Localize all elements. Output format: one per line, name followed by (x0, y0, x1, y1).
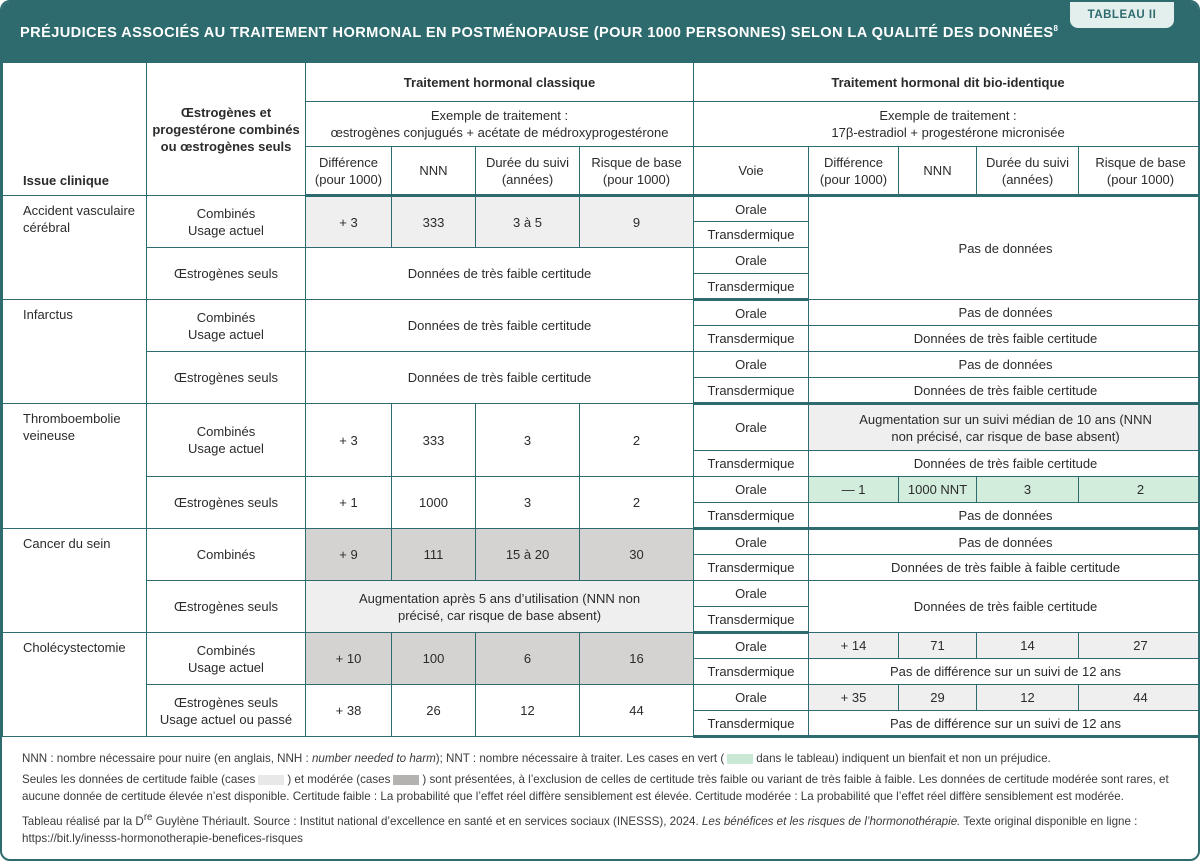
route-orale: Orale (694, 477, 809, 503)
subheader-risque: Risque de base (pour 1000) (1079, 147, 1200, 196)
table-row (3, 685, 1200, 711)
footnote-source: Tableau réalisé par la Dre Guylène Thériault. Source : Institut national d’excellence en santé et en services sociaux (INESSS), 2024. Les bénéfices et les risques de l’hormonothérapie. Texte original disponible en ligne : https://bit.ly/inesss-hormonotherapie-benefices-risques (22, 812, 1138, 845)
cell-value: 44 (580, 685, 694, 737)
cell-value: 14 (977, 633, 1079, 659)
cell-value: 12 (476, 685, 580, 737)
cell-no-data: Pas de données (809, 300, 1200, 326)
table-row (3, 529, 1200, 555)
route-trans: Transdermique (694, 503, 809, 529)
route-trans: Transdermique (694, 451, 809, 477)
cell-benefit: 3 (977, 477, 1079, 503)
table-row (3, 404, 1200, 451)
cell-benefit: — 1 (809, 477, 899, 503)
cell-value: + 35 (809, 685, 899, 711)
header-issue: Issue clinique (3, 63, 147, 196)
footnote-certainty: Seules les données de certitude faible (cases ) et modérée (cases ) sont présentées, à l’exclusion de celles de certitude très faible ou variant de très faible à faible. Les données de certitude modérée sont rares, et aucune donnée de certitude élevée n’est disponible. Certitude faible : La probabilité que l’effet réel diffère sensiblement est élevée. Certitude modérée : La probabilité que l’effet réel diffère sensiblement est modérée. (22, 773, 1169, 803)
cell-value: + 3 (306, 404, 392, 477)
route-orale: Orale (694, 404, 809, 451)
issue-avc: Accident vasculaire cérébral (3, 196, 147, 300)
route-orale: Orale (694, 581, 809, 607)
cell-value: 29 (899, 685, 977, 711)
cell-value: 2 (580, 404, 694, 477)
light-gray-swatch-icon (258, 775, 284, 785)
example-bio: Exemple de traitement : 17β-estradiol + progestérone micronisée (694, 102, 1200, 147)
route-orale: Orale (694, 196, 809, 222)
route-trans: Transdermique (694, 555, 809, 581)
cell-very-low: Données de très faible certitude (306, 352, 694, 404)
route-trans: Transdermique (694, 326, 809, 352)
header-row-1 (3, 63, 1200, 102)
cell-value: 100 (392, 633, 476, 685)
issue-chole: Cholécystectomie (3, 633, 147, 737)
cell-value: + 9 (306, 529, 392, 581)
type-estrogen-only: Œstrogènes seuls (147, 581, 306, 633)
cell-value: 3 à 5 (476, 196, 580, 248)
cell-very-low: Données de très faible certitude (809, 326, 1200, 352)
type-combined: Combinés Usage actuel (147, 196, 306, 248)
route-trans: Transdermique (694, 274, 809, 300)
route-orale: Orale (694, 529, 809, 555)
header-treatment-type: Œstrogènes et progestérone combinés ou œstrogènes seuls (147, 63, 306, 196)
table-number-tag: TABLEAU II (1070, 2, 1174, 28)
cell-no-data: Pas de données (809, 503, 1200, 529)
cell-benefit: 1000 NNT (899, 477, 977, 503)
cell-increase-10y: Augmentation sur un suivi médian de 10 ans (NNN non précisé, car risque de base absent) (809, 404, 1200, 451)
cell-benefit: 2 (1079, 477, 1200, 503)
table-title: PRÉJUDICES ASSOCIÉS AU TRAITEMENT HORMONAL EN POSTMÉNOPAUSE (POUR 1000 PERSONNES) SELON LA QUALITÉ DES DONNÉES$^8$ (20, 24, 1059, 41)
subheader-duree: Durée du suivi (années) (476, 147, 580, 196)
table-row (3, 477, 1200, 503)
table-row (3, 352, 1200, 378)
cell-value: 333 (392, 404, 476, 477)
cell-no-diff: Pas de différence sur un suivi de 12 ans (809, 659, 1200, 685)
table-row (3, 633, 1200, 659)
route-orale: Orale (694, 685, 809, 711)
cell-value: 16 (580, 633, 694, 685)
route-trans: Transdermique (694, 222, 809, 248)
header-classic: Traitement hormonal classique (306, 63, 694, 102)
cell-value: 27 (1079, 633, 1200, 659)
route-trans: Transdermique (694, 607, 809, 633)
cell-value: 44 (1079, 685, 1200, 711)
dark-gray-swatch-icon (393, 775, 419, 785)
type-estrogen-only: Œstrogènes seuls Usage actuel ou passé (147, 685, 306, 737)
issue-infarctus: Infarctus (3, 300, 147, 404)
route-trans: Transdermique (694, 711, 809, 737)
issue-tev: Thromboembolie veineuse (3, 404, 147, 529)
cell-very-low: Données de très faible certitude (306, 248, 694, 300)
table-header (2, 2, 1200, 62)
cell-value: 3 (476, 477, 580, 529)
subheader-diff: Différence (pour 1000) (809, 147, 899, 196)
cell-increase-5y: Augmentation après 5 ans d’utilisation (NNN non précisé, car risque de base absent) (306, 581, 694, 633)
example-classic: Exemple de traitement : œstrogènes conjugués + acétate de médroxyprogestérone (306, 102, 694, 147)
route-orale: Orale (694, 300, 809, 326)
type-estrogen-only: Œstrogènes seuls (147, 248, 306, 300)
type-estrogen-only: Œstrogènes seuls (147, 477, 306, 529)
subheader-diff: Différence (pour 1000) (306, 147, 392, 196)
cell-value: + 14 (809, 633, 899, 659)
table-row (3, 300, 1200, 326)
cell-no-data: Pas de données (809, 352, 1200, 378)
title-reference: 8 (1053, 24, 1059, 33)
route-orale: Orale (694, 248, 809, 274)
footnote-abbreviations: NNN : nombre nécessaire pour nuire (en anglais, NNH : number needed to harm); NNT : nombre nécessaire à traiter. Les cases en vert ( dans le tableau) indiquent un bienfait et non un préjudice. (22, 752, 1051, 765)
issue-sein: Cancer du sein (3, 529, 147, 633)
cell-very-low-to-low: Données de très faible à faible certitude (809, 555, 1200, 581)
green-swatch-icon (727, 754, 753, 764)
table-row (3, 196, 1200, 222)
cell-value: 30 (580, 529, 694, 581)
cell-value: 6 (476, 633, 580, 685)
cell-value: 71 (899, 633, 977, 659)
type-combined: Combinés Usage actuel (147, 633, 306, 685)
cell-value: 12 (977, 685, 1079, 711)
cell-value: + 3 (306, 196, 392, 248)
cell-value: + 38 (306, 685, 392, 737)
cell-value: 26 (392, 685, 476, 737)
type-combined: Combinés Usage actuel (147, 300, 306, 352)
harms-table (2, 62, 1200, 738)
cell-value: 333 (392, 196, 476, 248)
table-row (3, 581, 1200, 607)
subheader-risque: Risque de base (pour 1000) (580, 147, 694, 196)
cell-very-low: Données de très faible certitude (306, 300, 694, 352)
subheader-nnn: NNN (392, 147, 476, 196)
route-orale: Orale (694, 352, 809, 378)
subheader-voie: Voie (694, 147, 809, 196)
cell-value: 2 (580, 477, 694, 529)
cell-value: 9 (580, 196, 694, 248)
cell-very-low: Données de très faible certitude (809, 451, 1200, 477)
cell-value: 111 (392, 529, 476, 581)
route-trans: Transdermique (694, 659, 809, 685)
cell-value: + 1 (306, 477, 392, 529)
type-combined: Combinés (147, 529, 306, 581)
type-combined: Combinés Usage actuel (147, 404, 306, 477)
type-estrogen-only: Œstrogènes seuls (147, 352, 306, 404)
header-bio: Traitement hormonal dit bio-identique (694, 63, 1200, 102)
cell-value: 1000 (392, 477, 476, 529)
subheader-duree: Durée du suivi (années) (977, 147, 1079, 196)
cell-very-low: Données de très faible certitude (809, 581, 1200, 633)
cell-value: 15 à 20 (476, 529, 580, 581)
footnotes (22, 750, 1187, 847)
cell-value: + 10 (306, 633, 392, 685)
route-orale: Orale (694, 633, 809, 659)
cell-value: 3 (476, 404, 580, 477)
cell-very-low: Données de très faible certitude (809, 378, 1200, 404)
cell-no-data: Pas de données (809, 529, 1200, 555)
route-trans: Transdermique (694, 378, 809, 404)
cell-no-diff: Pas de différence sur un suivi de 12 ans (809, 711, 1200, 737)
subheader-nnn: NNN (899, 147, 977, 196)
cell-no-data: Pas de données (809, 196, 1200, 300)
